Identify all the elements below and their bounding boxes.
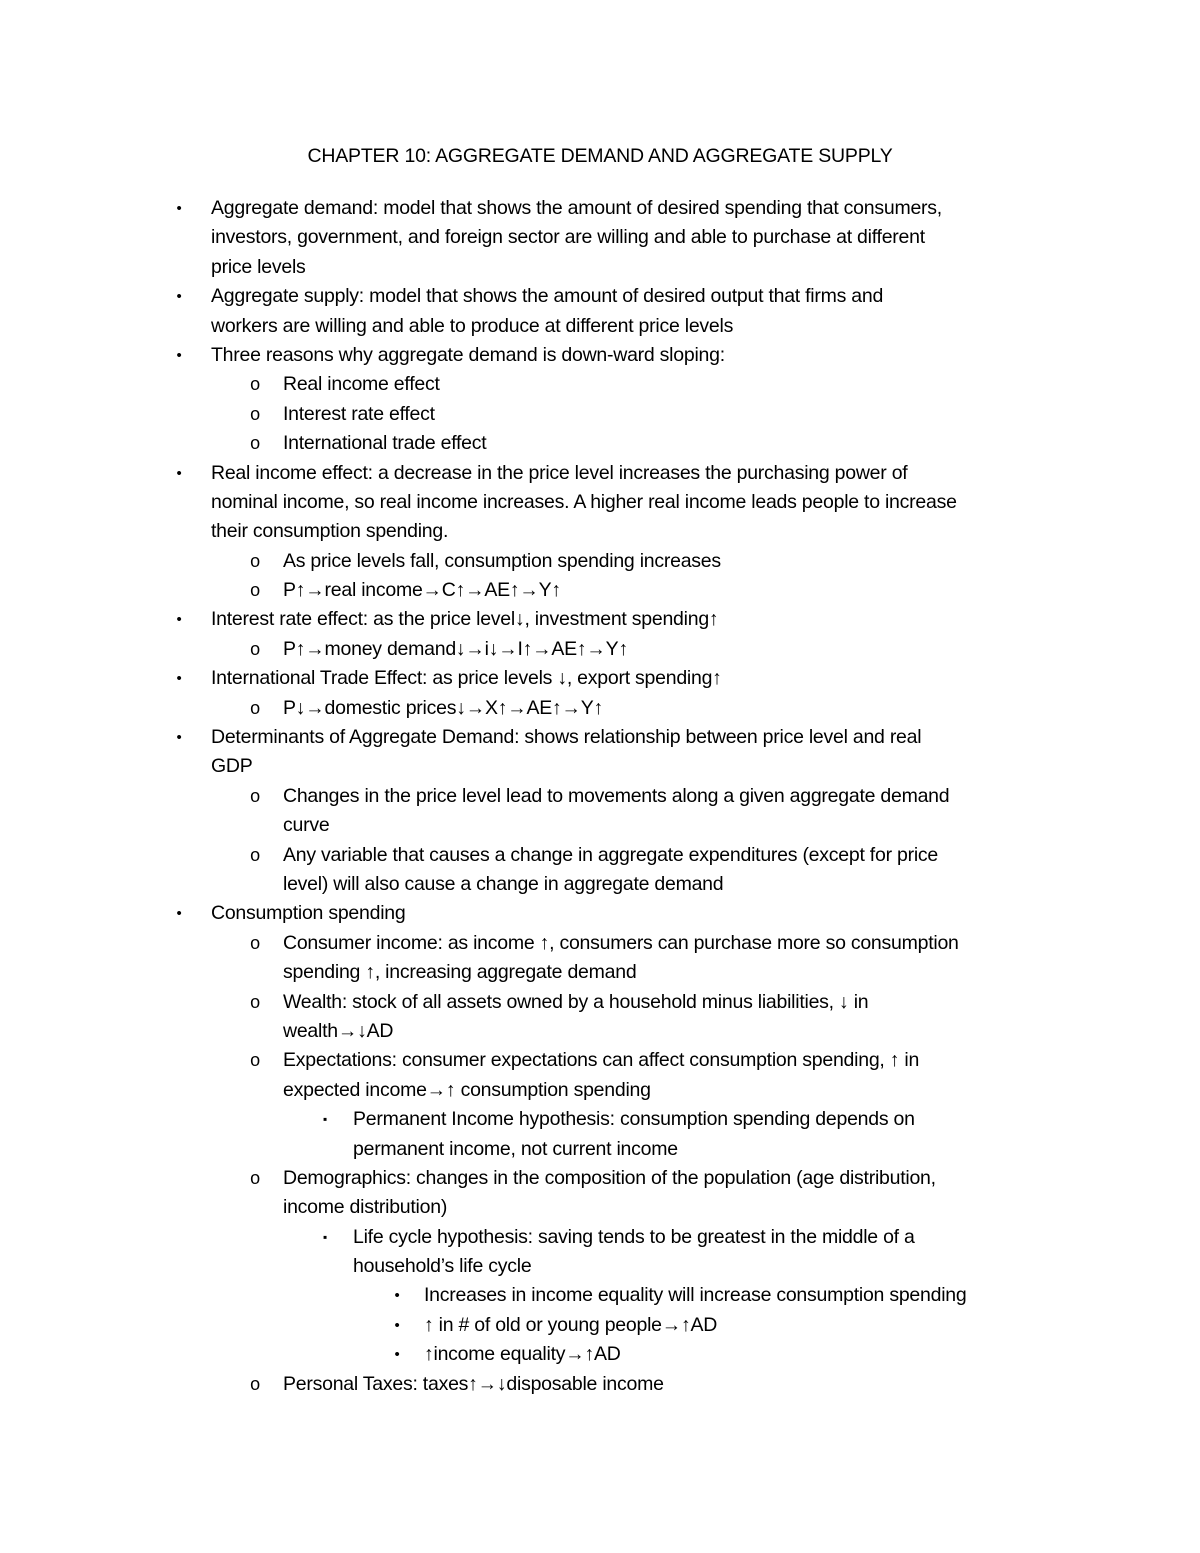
- list-item-continuation: [0, 958, 1200, 987]
- list-item: [0, 899, 1200, 928]
- list-item-continuation: [0, 1017, 1200, 1046]
- list-item: [0, 282, 1200, 311]
- list-item-text: Interest rate effect: as the price level↓, investment spending↑: [211, 608, 719, 631]
- list-item-continuation: [0, 1135, 1200, 1164]
- bullet-circle-icon: o: [250, 1373, 260, 1394]
- list-item-text: Expectations: consumer expectations can affect consumption spending, ↑ in: [283, 1049, 920, 1072]
- list-item: [0, 782, 1200, 811]
- list-item-text: curve: [283, 814, 330, 837]
- bullet-circle-icon: o: [250, 374, 260, 395]
- list-item-text: their consumption spending.: [211, 520, 449, 543]
- list-item-continuation: [0, 752, 1200, 781]
- list-item: [0, 370, 1200, 399]
- bullet-disc-icon: •: [394, 1346, 400, 1364]
- list-item-text: Permanent Income hypothesis: consumption spending depends on: [353, 1108, 915, 1131]
- list-item-continuation: [0, 312, 1200, 341]
- bullet-disc-icon: •: [176, 346, 182, 364]
- list-item-text: Any variable that causes a change in aggregate expenditures (except for price: [283, 843, 938, 866]
- bullet-circle-icon: o: [250, 433, 260, 454]
- list-item-continuation: [0, 870, 1200, 899]
- list-item-text: P↓→domestic prices↓→X↑→AE↑→Y↑: [283, 696, 603, 719]
- list-item-text: Aggregate demand: model that shows the amount of desired spending that consumers,: [211, 197, 942, 219]
- bullet-circle-icon: o: [250, 550, 260, 571]
- list-item-text: investors, government, and foreign sector are willing and able to purchase at different: [211, 226, 925, 249]
- list-item-text: As price levels fall, consumption spending increases: [283, 549, 721, 572]
- bullet-circle-icon: o: [250, 403, 260, 424]
- list-item-text: P↑→real income→C↑→AE↑→Y↑: [283, 579, 561, 602]
- list-item: [0, 1340, 1200, 1369]
- list-item-text: wealth→↓AD: [283, 1019, 394, 1042]
- list-item: [0, 341, 1200, 370]
- list-item-text: Demographics: changes in the composition of the population (age distribution,: [283, 1166, 936, 1189]
- list-item-text: Aggregate supply: model that shows the amount of desired output that firms and: [211, 285, 884, 308]
- list-item-continuation: [0, 1252, 1200, 1281]
- page-title: CHAPTER 10: AGGREGATE DEMAND AND AGGREGATE SUPPLY: [307, 145, 893, 167]
- list-item: [0, 459, 1200, 488]
- list-item: [0, 1105, 1200, 1134]
- list-item-continuation: [0, 811, 1200, 840]
- list-item-text: Life cycle hypothesis: saving tends to be greatest in the middle of a: [353, 1225, 915, 1248]
- list-item-text: income distribution): [283, 1196, 448, 1219]
- list-item-continuation: [0, 1193, 1200, 1222]
- list-item: [0, 929, 1200, 958]
- list-item-text: level) will also cause a change in aggregate demand: [283, 872, 724, 895]
- list-item-continuation: [0, 253, 1200, 282]
- list-item-text: ↑ in # of old or young people→↑AD: [424, 1313, 718, 1336]
- bullet-circle-icon: o: [250, 1167, 260, 1188]
- list-item-text: expected income→↑ consumption spending: [283, 1078, 651, 1101]
- list-item: [0, 664, 1200, 693]
- list-item-text: International trade effect: [283, 432, 487, 455]
- list-item: [0, 1223, 1200, 1252]
- list-item: [0, 400, 1200, 429]
- list-item: [0, 1311, 1200, 1340]
- list-item-text: Personal Taxes: taxes↑→↓disposable income: [283, 1372, 664, 1395]
- list-item: [0, 988, 1200, 1017]
- bullet-disc-icon: •: [176, 729, 182, 747]
- list-item: [0, 694, 1200, 723]
- list-item-text: Consumer income: as income ↑, consumers can purchase more so consumption: [283, 931, 959, 954]
- bullet-circle-icon: o: [250, 785, 260, 806]
- bullet-disc-icon: •: [394, 1287, 400, 1305]
- list-item: [0, 429, 1200, 458]
- list-item-text: Changes in the price level lead to movements along a given aggregate demand: [283, 784, 950, 807]
- list-item: [0, 635, 1200, 664]
- bullet-circle-icon: o: [250, 638, 260, 659]
- bullet-circle-icon: o: [250, 697, 260, 718]
- list-item: [0, 605, 1200, 634]
- list-item-text: Consumption spending: [211, 902, 406, 925]
- list-item: [0, 1164, 1200, 1193]
- bullet-circle-icon: o: [250, 932, 260, 953]
- list-item-continuation: [0, 223, 1200, 252]
- list-item: [0, 1046, 1200, 1075]
- list-item: [0, 841, 1200, 870]
- bullet-disc-icon: •: [176, 464, 182, 482]
- list-item-text: Three reasons why aggregate demand is down-ward sloping:: [211, 343, 725, 366]
- list-item-text: workers are willing and able to produce at different price levels: [211, 314, 734, 337]
- bullet-square-icon: ▪: [322, 1229, 327, 1244]
- list-item-continuation: [0, 488, 1200, 517]
- bullet-square-icon: ▪: [322, 1112, 327, 1127]
- list-item-text: International Trade Effect: as price levels ↓, export spending↑: [211, 667, 722, 690]
- bullet-disc-icon: •: [176, 670, 182, 688]
- list-item: [0, 547, 1200, 576]
- bullet-circle-icon: o: [250, 580, 260, 601]
- list-item-text: household’s life cycle: [353, 1255, 532, 1278]
- list-item-continuation: [0, 1076, 1200, 1105]
- notes-outline: [0, 194, 1200, 1399]
- list-item-text: Wealth: stock of all assets owned by a household minus liabilities, ↓ in: [283, 990, 869, 1013]
- list-item-text: P↑→money demand↓→i↓→I↑→AE↑→Y↑: [283, 637, 628, 660]
- list-item: [0, 1370, 1200, 1399]
- bullet-disc-icon: •: [176, 905, 182, 923]
- list-item: [0, 576, 1200, 605]
- bullet-circle-icon: o: [250, 1050, 260, 1071]
- list-item-text: Real income effect: a decrease in the price level increases the purchasing power of: [211, 461, 908, 484]
- list-item-text: GDP: [211, 755, 253, 778]
- bullet-disc-icon: •: [176, 611, 182, 629]
- list-item-text: ↑income equality→↑AD: [424, 1343, 621, 1366]
- list-item-text: spending ↑, increasing aggregate demand: [283, 961, 637, 984]
- bullet-disc-icon: •: [176, 200, 182, 217]
- bullet-circle-icon: o: [250, 844, 260, 865]
- list-item: [0, 723, 1200, 752]
- list-item-text: Real income effect: [283, 373, 440, 396]
- list-item-text: permanent income, not current income: [353, 1137, 678, 1160]
- list-item-text: nominal income, so real income increases. A higher real income leads people to increase: [211, 490, 957, 513]
- list-item: [0, 1281, 1200, 1310]
- list-item-continuation: [0, 517, 1200, 546]
- list-item: [0, 194, 1200, 223]
- bullet-disc-icon: •: [176, 288, 182, 306]
- list-item-text: Determinants of Aggregate Demand: shows relationship between price level and real: [211, 726, 922, 749]
- list-item-text: Interest rate effect: [283, 402, 435, 425]
- bullet-circle-icon: o: [250, 991, 260, 1012]
- list-item-text: Increases in income equality will increase consumption spending: [424, 1284, 967, 1307]
- list-item-text: price levels: [211, 255, 306, 278]
- bullet-disc-icon: •: [394, 1316, 400, 1334]
